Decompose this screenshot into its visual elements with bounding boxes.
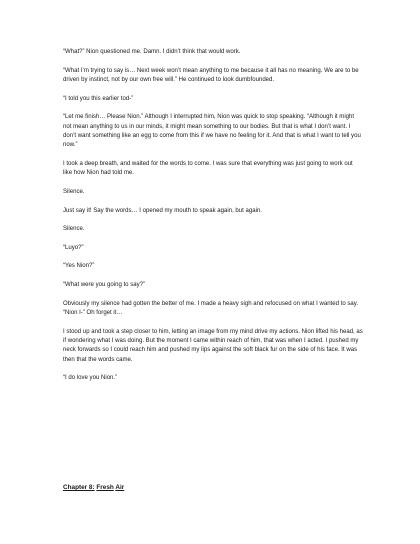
chapter-title-word: Fresh xyxy=(96,484,114,491)
paragraph: I took a deep breath, and waited for the words to come. I was sure that everything was just going to work out like how Nion had told me. xyxy=(63,161,353,177)
chapter-number: Chapter 8: xyxy=(63,484,95,491)
paragraph: “I told you this earlier tod-” xyxy=(63,95,134,102)
paragraph: “What I’m trying to say is… Next week won’t mean anything to me because it all has no meaning. We are to be driven by instinct, not by our own free will.” He continued to look dumbfounded. xyxy=(63,67,359,83)
paragraph: “Let me finish… Please Nion.” Although I interrupted him, Nion was quick to stop speaking. “Although it might not mean anything to us in our minds, it might mean something to our bodies. But that is what I don’t want. I don’t want something like an egg to come from this if we have no feeling for it. And that is what I want to tell you now.” xyxy=(63,114,361,149)
story-text xyxy=(63,48,363,393)
paragraph: “What were you going to say?” xyxy=(63,281,146,288)
chapter-heading xyxy=(63,484,124,491)
paragraph: I stood up and took a step closer to him, letting an image from my mind drive my actions. Nion lifted his head, as if wondering what I was doing. But the moment I came within reach of him, that was when I acted. I pushed my neck forwards so I could reach him and pushed my lips against the soft black fur on the side of his face. It was then that the words came. xyxy=(63,328,363,363)
paragraph: “What?” Nion questioned me. Damn. I didn’t think that would work. xyxy=(63,49,241,55)
paragraph: “Luyo?” xyxy=(63,244,84,251)
paragraph: Silence. xyxy=(63,226,85,233)
paragraph: Silence. xyxy=(63,189,85,195)
chapter-title-word: Air xyxy=(115,484,125,491)
paragraph: “I do love you Nion.” xyxy=(63,375,118,382)
paragraph: Obviously my silence had gotten the better of me. I made a heavy sigh and refocused on what I wanted to say. “Nion I-” Oh forget it… xyxy=(63,300,359,316)
paragraph: “Yes Nion?” xyxy=(63,263,95,270)
paragraph: Just say it! Say the words… I opened my mouth to speak again, but again. xyxy=(63,207,262,214)
